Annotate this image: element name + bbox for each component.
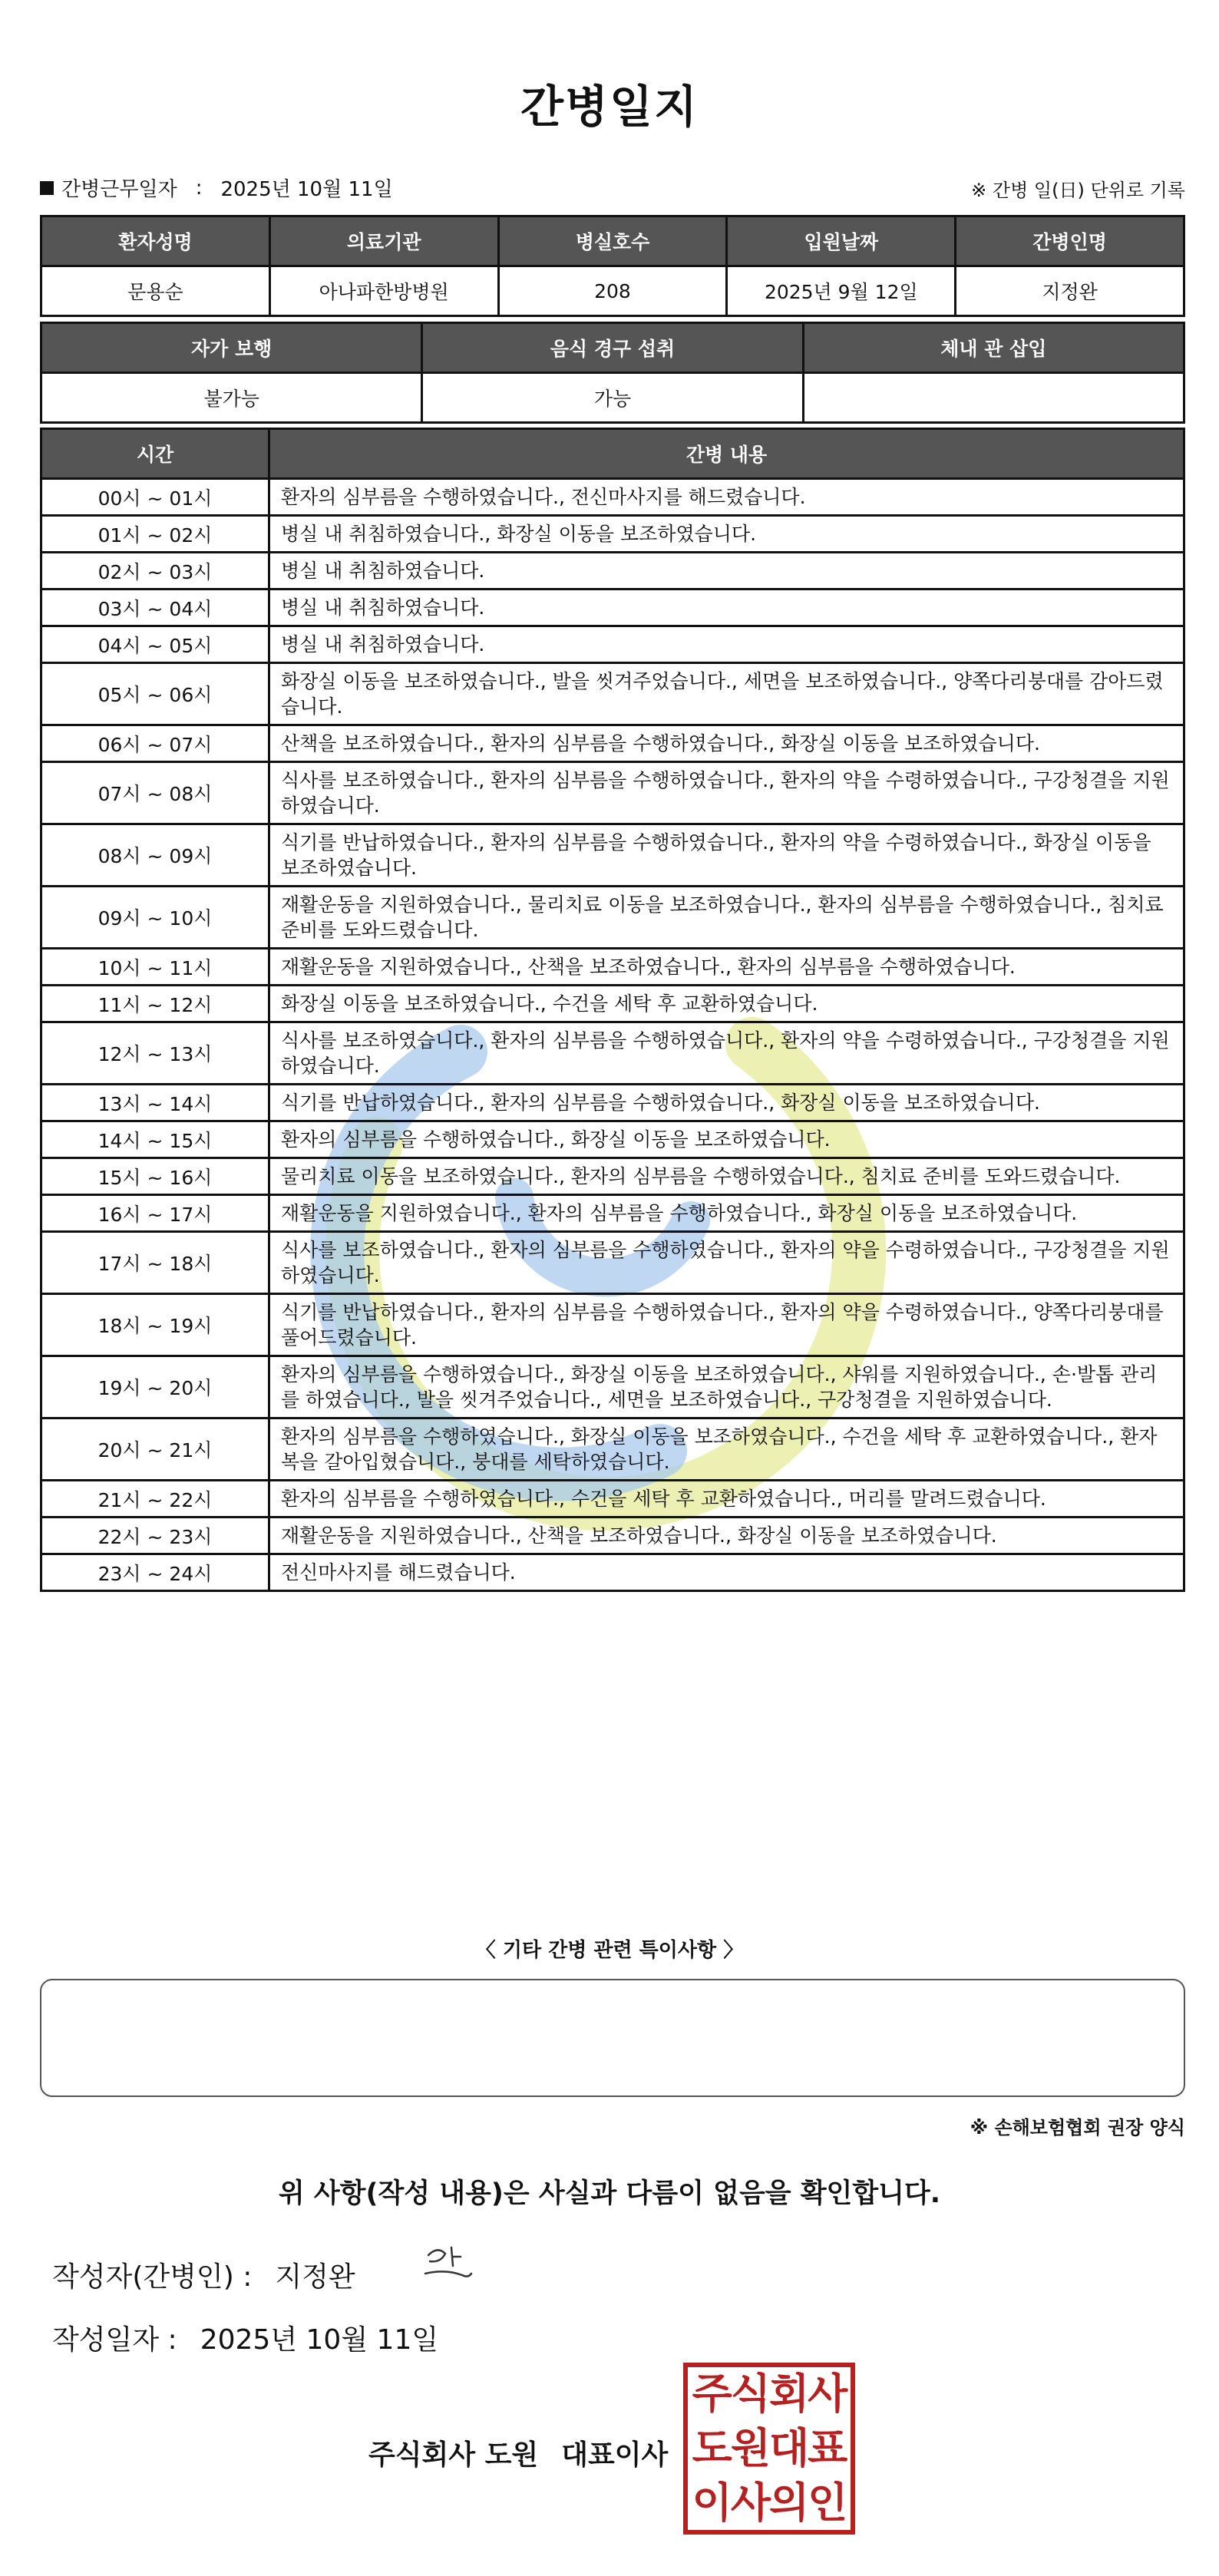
log-content: 환자의 심부름을 수행하였습니다., 화장실 이동을 보조하였습니다., 샤워를 지원하였습니다., 손·발톱 관리를 하였습니다., 발을 씻겨주었습니다., 세면을 보조하였습니다., 구강청결을 지원하였습니다. [269,1356,1184,1418]
header-walking: 자가 보행 [41,323,422,373]
care-log-row [41,1022,1184,1085]
log-time: 20시 ~ 21시 [41,1418,269,1481]
care-log-row [41,1481,1184,1518]
log-time: 09시 ~ 10시 [41,887,269,949]
log-time: 04시 ~ 05시 [41,626,269,663]
seal-line: 도원대표 [692,2423,847,2472]
patient-info-header-row [41,216,1184,266]
log-time: 07시 ~ 08시 [41,762,269,824]
log-content: 화장실 이동을 보조하였습니다., 발을 씻겨주었습니다., 세면을 보조하였습니다., 양쪽다리붕대를 감아드렸습니다. [269,663,1184,725]
care-date-line [40,173,393,202]
seal-line: 주식회사 [692,2370,847,2419]
care-log-row [41,949,1184,986]
care-log-table [40,428,1185,1592]
patient-status-value-row [41,373,1184,423]
patient-status-table [40,322,1185,424]
log-content: 식사를 보조하였습니다., 환자의 심부름을 수행하였습니다., 환자의 약을 수령하였습니다., 구강청결을 지원하였습니다. [269,762,1184,824]
care-log-row [41,824,1184,887]
walking-status: 불가능 [41,373,422,423]
care-log-row [41,887,1184,949]
log-time: 01시 ~ 02시 [41,516,269,553]
log-content: 전신마사지를 해드렸습니다. [269,1554,1184,1591]
log-content: 재활운동을 지원하였습니다., 산책을 보조하였습니다., 환자의 심부름을 수행하였습니다. [269,949,1184,986]
care-log-row [41,626,1184,663]
care-log-row [41,1554,1184,1591]
room-number: 208 [498,266,727,316]
header-care-content: 간병 내용 [269,429,1184,479]
log-content: 병실 내 취침하였습니다. [269,626,1184,663]
patient-info-value-row [41,266,1184,316]
header-hospital: 의료기관 [269,216,498,266]
patient-name: 문용순 [41,266,270,316]
company-role: 대표이사 [561,2439,669,2471]
header-tube: 체내 관 삽입 [803,323,1184,373]
log-content: 식사를 보조하였습니다., 환자의 심부름을 수행하였습니다., 환자의 약을 수령하였습니다., 구강청결을 지원하였습니다. [269,1232,1184,1294]
care-log-row [41,479,1184,516]
care-date-label: 간병근무일자 [61,178,177,201]
written-date-label: 작성일자 : [52,2324,177,2356]
log-content: 화장실 이동을 보조하였습니다., 수건을 세탁 후 교환하였습니다. [269,986,1184,1022]
care-date-separator: : [195,176,203,200]
log-content: 재활운동을 지원하였습니다., 물리치료 이동을 보조하였습니다., 환자의 심부름을 수행하였습니다., 침치료 준비를 도와드렸습니다. [269,887,1184,949]
log-content: 병실 내 취침하였습니다. [269,590,1184,626]
admission-date: 2025년 9월 12일 [727,266,956,316]
document-title: 간병일지 [520,81,699,133]
square-bullet-icon [40,181,54,195]
log-time: 03시 ~ 04시 [41,590,269,626]
log-time: 06시 ~ 07시 [41,725,269,762]
hospital-name: 아나파한방병원 [269,266,498,316]
remarks-title: 〈 기타 간병 관련 특이사항 〉 [475,1939,744,1962]
log-content: 산책을 보조하였습니다., 환자의 심부름을 수행하였습니다., 화장실 이동을 보조하였습니다. [269,725,1184,762]
log-time: 12시 ~ 13시 [41,1022,269,1085]
log-content: 병실 내 취침하였습니다., 화장실 이동을 보조하였습니다. [269,516,1184,553]
log-time: 14시 ~ 15시 [41,1121,269,1158]
writer-label: 작성자(간병인) : [52,2261,253,2293]
log-content: 환자의 심부름을 수행하였습니다., 전신마사지를 해드렸습니다. [269,479,1184,516]
patient-info-table [40,215,1185,317]
log-time: 08시 ~ 09시 [41,824,269,887]
care-log-row [41,1356,1184,1418]
log-content: 병실 내 취침하였습니다. [269,553,1184,590]
care-log-row [41,553,1184,590]
header-oral-intake: 음식 경구 섭취 [422,323,803,373]
log-time: 22시 ~ 23시 [41,1518,269,1554]
header-patient-name: 환자성명 [41,216,270,266]
header-time: 시간 [41,429,269,479]
care-log-row [41,590,1184,626]
confirm-statement: 위 사항(작성 내용)은 사실과 다름이 없음을 확인합니다. [278,2178,941,2209]
log-time: 21시 ~ 22시 [41,1481,269,1518]
company-name: 주식회사 도원 [368,2439,539,2471]
log-content: 식사를 보조하였습니다., 환자의 심부름을 수행하였습니다., 환자의 약을 수령하였습니다., 구강청결을 지원하였습니다. [269,1022,1184,1085]
oral-intake-status: 가능 [422,373,803,423]
remarks-box [40,1979,1185,2097]
care-log-row [41,516,1184,553]
log-time: 10시 ~ 11시 [41,949,269,986]
log-content: 물리치료 이동을 보조하였습니다., 환자의 심부름을 수행하였습니다., 침치료 준비를 도와드렸습니다. [269,1158,1184,1195]
care-log-row [41,1158,1184,1195]
log-content: 재활운동을 지원하였습니다., 산책을 보조하였습니다., 화장실 이동을 보조하였습니다. [269,1518,1184,1554]
care-log-row [41,762,1184,824]
log-time: 16시 ~ 17시 [41,1195,269,1232]
log-time: 13시 ~ 14시 [41,1085,269,1121]
log-time: 23시 ~ 24시 [41,1554,269,1591]
company-seal-stamp [683,2363,855,2535]
log-time: 02시 ~ 03시 [41,553,269,590]
care-log-row [41,1195,1184,1232]
care-log-row [41,986,1184,1022]
header-caregiver: 간병인명 [956,216,1184,266]
recommend-note: ※ 손해보험협회 권장 양식 [970,2117,1185,2138]
signature-mark [415,2240,491,2294]
log-content: 환자의 심부름을 수행하였습니다., 화장실 이동을 보조하였습니다. [269,1121,1184,1158]
log-content: 식기를 반납하였습니다., 환자의 심부름을 수행하였습니다., 환자의 약을 수령하였습니다., 화장실 이동을 보조하였습니다. [269,824,1184,887]
patient-status-header-row [41,323,1184,373]
log-time: 17시 ~ 18시 [41,1232,269,1294]
log-content: 식기를 반납하였습니다., 환자의 심부름을 수행하였습니다., 환자의 약을 수령하였습니다., 양쪽다리붕대를 풀어드렸습니다. [269,1294,1184,1356]
log-time: 19시 ~ 20시 [41,1356,269,1418]
company-line [368,2433,668,2472]
writer-name: 지정완 [275,2261,355,2293]
care-log-row [41,1232,1184,1294]
care-log-row [41,1085,1184,1121]
care-log-row [41,1121,1184,1158]
log-time: 15시 ~ 16시 [41,1158,269,1195]
seal-line: 이사의인 [692,2478,847,2527]
log-content: 식기를 반납하였습니다., 환자의 심부름을 수행하였습니다., 화장실 이동을 보조하였습니다. [269,1085,1184,1121]
log-time: 11시 ~ 12시 [41,986,269,1022]
header-room: 병실호수 [498,216,727,266]
caregiver-name: 지정완 [956,266,1184,316]
care-log-row [41,1518,1184,1554]
log-content: 환자의 심부름을 수행하였습니다., 화장실 이동을 보조하였습니다., 수건을 세탁 후 교환하였습니다., 환자복을 갈아입혔습니다., 붕대를 세탁하였습니다. [269,1418,1184,1481]
log-time: 05시 ~ 06시 [41,663,269,725]
header-admission-date: 입원날짜 [727,216,956,266]
writer-line [52,2255,355,2294]
log-time: 18시 ~ 19시 [41,1294,269,1356]
care-log-row [41,663,1184,725]
tube-status [803,373,1184,423]
care-log-header-row [41,429,1184,479]
care-log-row [41,1294,1184,1356]
written-date-value: 2025년 10월 11일 [200,2324,439,2356]
unit-note: ※ 간병 일(日) 단위로 기록 [971,180,1185,201]
log-content: 환자의 심부름을 수행하였습니다., 수건을 세탁 후 교환하였습니다., 머리를 말려드렸습니다. [269,1481,1184,1518]
care-log-row [41,725,1184,762]
written-date-line [52,2318,438,2357]
care-date-value: 2025년 10월 11일 [220,178,393,201]
log-content: 재활운동을 지원하였습니다., 환자의 심부름을 수행하였습니다., 화장실 이동을 보조하였습니다. [269,1195,1184,1232]
care-log-row [41,1418,1184,1481]
log-time: 00시 ~ 01시 [41,479,269,516]
